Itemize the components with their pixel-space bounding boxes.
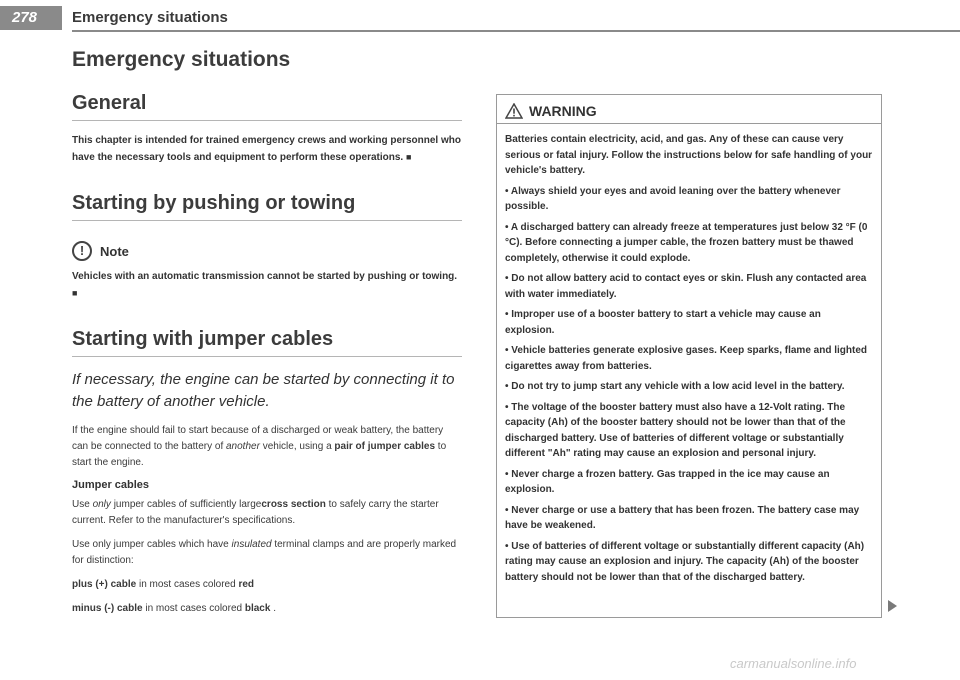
- note-text: Vehicles with an automatic transmission cannot be started by pushing or towing. ■: [72, 271, 458, 298]
- continue-arrow-icon: [888, 600, 897, 612]
- note-title: Note: [100, 243, 129, 259]
- note-header: [72, 241, 462, 261]
- warning-bullet: • Never charge a frozen battery. Gas trapped in the ice may cause an explosion.: [505, 468, 830, 495]
- heading-general: General: [72, 92, 462, 121]
- warning-bullet: • Always shield your eyes and avoid leaning over the battery whenever possible.: [505, 185, 841, 212]
- warning-bullet: • Use of batteries of different voltage or substantially different capacity (Ah) rating may cause an explosion and injury. The capacity (Ah) of the booster battery should not be lower than that of the discharged battery.: [505, 540, 865, 583]
- jumper-para-1: If the engine should fail to start because of a discharged or weak battery, the battery can be connected to the battery of another vehicle, using a pair of jumper cables to start the engine.: [72, 425, 447, 468]
- watermark: carmanualsonline.info: [730, 656, 857, 671]
- general-text: This chapter is intended for trained emergency crews and working personnel who have the necessary tools and equipment to perform these operations. ■: [72, 135, 461, 163]
- plus-cable-line: plus (+) cable in most cases colored red: [72, 579, 255, 590]
- left-column: [72, 48, 462, 625]
- warning-box: [496, 94, 882, 618]
- warning-triangle-icon: [505, 103, 523, 119]
- jumper-intro: If necessary, the engine can be started by connecting it to the battery of another vehicle.: [72, 371, 455, 410]
- subheading-jumper-cables: Jumper cables: [72, 479, 150, 491]
- warning-title: WARNING: [529, 103, 597, 119]
- warning-bullet: • Improper use of a booster battery to start a vehicle may cause an explosion.: [505, 309, 821, 336]
- warning-bullet: • The voltage of the booster battery must also have a 12-Volt rating. The capacity (Ah) of the booster battery should not be lower than that of the discharged battery. Use of batteries of different voltage or substantially different "Ah" rating may cause an explosion and personal injury.: [505, 401, 846, 459]
- jumper-para-3: Use only jumper cables which have insulated terminal clamps and are properly marked for distinction:: [72, 539, 457, 566]
- chapter-title: Emergency situations: [72, 48, 291, 71]
- running-header: Emergency situations: [72, 9, 228, 26]
- warning-header: [497, 103, 881, 124]
- heading-pushing: Starting by pushing or towing: [72, 192, 462, 221]
- heading-jumper: Starting with jumper cables: [72, 328, 462, 357]
- jumper-para-2: Use only jumper cables of sufficiently largecross section to safely carry the starter current. Refer to the manufacturer's specifications.: [72, 499, 439, 526]
- warning-bullet: • Do not try to jump start any vehicle with a low acid level in the battery.: [505, 381, 845, 392]
- warning-bullet: • Vehicle batteries generate explosive gases. Keep sparks, flame and lighted cigarettes away from batteries.: [505, 345, 867, 372]
- end-mark: ■: [72, 288, 78, 298]
- page-number: 278: [12, 9, 38, 26]
- end-mark: ■: [405, 152, 412, 162]
- note-icon: !: [72, 241, 92, 261]
- header-rule: [72, 30, 960, 32]
- warning-bullet: • Do not allow battery acid to contact eyes or skin. Flush any contacted area with water immediately.: [505, 273, 867, 300]
- warning-intro: Batteries contain electricity, acid, and gas. Any of these can cause very serious or fatal injury. Follow the instructions below for safe handling of your vehicle's battery.: [505, 134, 873, 176]
- minus-cable-line: minus (-) cable in most cases colored black .: [72, 603, 276, 614]
- warning-bullet: • Never charge or use a battery that has been frozen. The battery case may have be weakened.: [505, 504, 860, 531]
- warning-bullet: • A discharged battery can already freeze at temperatures just below 32 °F (0 °C). Before connecting a jumper cable, the frozen battery must be thawed completely, otherwise it could explode.: [505, 221, 868, 264]
